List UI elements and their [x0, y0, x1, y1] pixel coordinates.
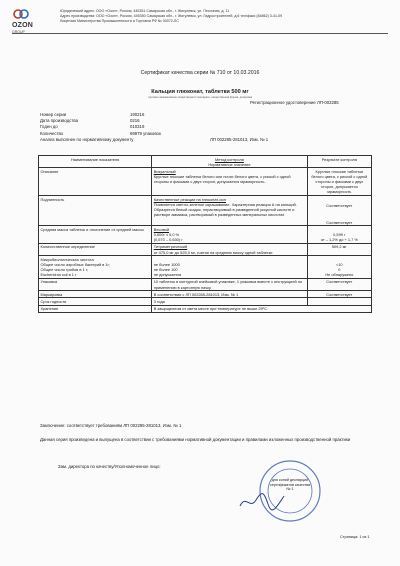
header-norm: Нормативное значение [208, 161, 251, 167]
header-method-norm [152, 156, 307, 168]
signature-icon [238, 490, 286, 512]
batch-info [40, 112, 370, 143]
product-name: Кальция глюконат, таблетки 500 мг [151, 89, 249, 95]
info-value: 190216 [130, 112, 145, 117]
info-key: Годен до [40, 124, 58, 130]
row-indicator: Количественное определение [39, 243, 152, 255]
row-result-item: Не обнаружено [325, 272, 354, 278]
row-result-cell [307, 226, 371, 243]
row-indicator-cell [39, 256, 152, 279]
row-norm-cell [152, 196, 307, 226]
logo-sub: GROUP [12, 30, 25, 34]
header-legal-address: Юридический адрес: ООО «Озон», Россия, 445351 Самарская обл., г. Жигулевск, ул. Песочная, д. 11 [60, 9, 230, 13]
logo-name: OZON [12, 22, 34, 29]
row-norm-cell [152, 256, 307, 279]
row-method: Качественные реакции на глюконат-ион [153, 196, 226, 202]
header-method: Метод контроля [214, 156, 244, 162]
row-method: Визуальный [153, 168, 176, 174]
table-row [39, 298, 372, 305]
row-indicator: Упаковка [39, 278, 152, 290]
row-method: Весовой [153, 227, 169, 232]
info-row [40, 137, 370, 143]
stamp-label: для копий декларций сертификатов качества № 1 [269, 478, 311, 491]
row-norm: 0,600г ± 5,0 % [153, 232, 180, 238]
row-norm: Круглые плоские таблетки белого или почти белого цвета, с риской с одной стороны и фасками с двух сторон, допускается мраморность. [153, 174, 291, 185]
info-value: 69979 упаковок [130, 130, 161, 136]
row-norm: В защищенном от света месте при температуре не выше 25ºС. [152, 305, 372, 312]
row-result-2: Соответствует [326, 219, 353, 225]
logo-mark-icon [12, 6, 30, 22]
row-indicator: Срок годности [39, 298, 152, 305]
info-value: ЛП 002285-281013, Изм. № 1 [210, 136, 269, 142]
table-row [39, 305, 372, 312]
row-norm-item: не более 1000 [153, 261, 180, 267]
row-result-item: 0 [338, 266, 341, 272]
compliance-statement: Данная серия произведена и выпущена в соответствии с требованиями нормативной документации и правилами изложенных производственной практики [40, 437, 351, 442]
row-result: 509,2 мг [307, 243, 371, 255]
company-header [60, 9, 380, 25]
product-note: торговое наименование лекарственного препарата, лекарственная форма, дозировка [147, 96, 253, 99]
row-norm: Появляется светло-зеленое окрашивание. Характерная реакция А на кальций. Образуется белый осадок, нерастворимый в разведенной уксусной кислоте и растворе аммиака, растворимый в разведенных минеральных кислотах [153, 201, 297, 217]
info-key: Анализ выполнен по нормативному документу [40, 136, 134, 142]
row-sub-item: Общее число аэробных бактерий в 1г; [40, 261, 111, 267]
table-row [39, 243, 372, 255]
header-license: Лицензия Министерства Промышленности и Торговли РФ № 00072-ЛС [60, 19, 179, 24]
row-result-item: <10 [336, 261, 343, 267]
row-result: Круглые плоские таблетки белого цвета, с риской с одной стороны и фасками с двух сторон, допускается мраморность [307, 168, 371, 196]
row-norm: 3 года [152, 298, 307, 305]
row-indicator: Описание [39, 168, 152, 196]
table-row [39, 226, 372, 243]
row-result-cell [307, 196, 371, 226]
table-row [39, 196, 372, 226]
row-indicator: Микробиологическая чистота [40, 256, 94, 262]
row-indicator: Хранение [39, 305, 152, 312]
row-norm-2: (0,570 – 0,630) г [153, 237, 183, 243]
table-row [39, 278, 372, 290]
row-result: Соответствует [326, 202, 353, 208]
conclusion: Заключение: соответствует требованиям ЛП 002285-281013, Изм. № 1 [40, 423, 182, 428]
row-result-empty [307, 298, 371, 305]
row-indicator: Средняя масса таблеток и отклонение от средней массы [39, 226, 152, 243]
page-number: Страница: 1 из 1 [340, 535, 370, 539]
table-header-row [39, 156, 372, 168]
row-norm-cell [152, 243, 307, 255]
info-key: Дата производства [40, 118, 78, 124]
row-indicator: Маркировка [39, 291, 152, 298]
row-sub-item: Escherichia coli в 1 г [40, 272, 77, 278]
certificate-title: Сертификат качества серии № 710 от 10.03.2016 [140, 70, 260, 76]
row-norm: В соответствии с ЛП 002285-281013, Изм. № 1 [152, 291, 307, 298]
row-result: Соответствует [307, 291, 371, 298]
info-value: 010319 [130, 124, 145, 130]
info-value: 0216 [130, 118, 140, 124]
row-norm-cell [152, 226, 307, 243]
row-norm: 10 таблеток в контурной ячейковой упаковке, 1 упаковка вместе с инструкцией по применению в картонную пачку [152, 278, 307, 290]
table-row [39, 256, 372, 279]
header-divider [12, 33, 388, 34]
info-key: Номер серии [40, 112, 67, 117]
table-row [39, 291, 372, 298]
row-method: Титриметрический [153, 244, 188, 250]
row-indicator: Подлинность [39, 196, 152, 226]
quality-spec-table [38, 155, 372, 313]
signatory-label: Зам. директора по качеству/Уполномоченное лицо: [58, 464, 161, 469]
row-norm: от 475,0 мг до 525,0 мг, считая на среднюю массу одной таблетки [153, 249, 273, 255]
table-row [39, 168, 372, 196]
row-norm-item: не более 100 [153, 266, 178, 272]
row-result: Соответствует [307, 278, 371, 290]
row-result-cell [307, 256, 371, 279]
header-result: Результат контроля [307, 156, 371, 168]
info-key: Количество [40, 130, 64, 136]
ozon-logo [12, 6, 52, 36]
header-production-address: Адрес производства: ООО «Озон», Россия, 445350 Самарская обл., г. Жигулевск, ул. Гидростроителей, д.6 тел/факс (84862) 3-41-09 [60, 14, 283, 19]
header-indicator: Наименование показателя [39, 156, 152, 168]
row-norm-item: не допускается [153, 272, 182, 278]
row-norm-cell [152, 168, 307, 196]
row-result: 0,599 г [333, 232, 346, 237]
registration-certificate: Регистрационное удостоверение ЛП-002285 [250, 100, 339, 105]
row-result-2: от – 1,2% до + 1,7 % [320, 237, 358, 243]
row-sub-item: Общее число грибов в 1 г; [40, 267, 89, 273]
